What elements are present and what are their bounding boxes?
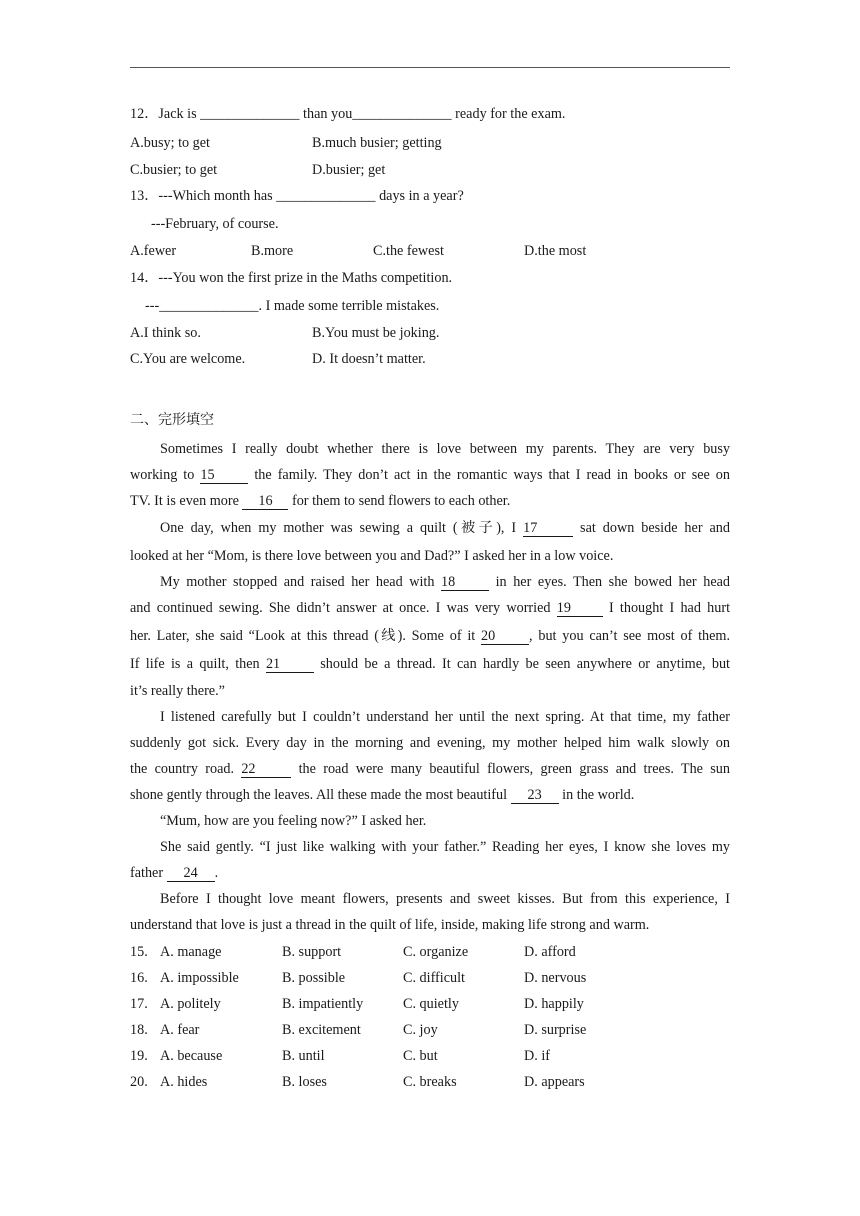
passage-line: If life is a quilt, then 21 should be a thread. It can hardly be seen anywhere or anytime, but: [130, 656, 730, 672]
question-12: 12．Jack is ______________ than you______________ ready for the exam.: [130, 106, 566, 122]
dialogue-reply: ---______________. I made some terrible mistakes.: [145, 298, 440, 314]
passage-line: understand that love is just a thread in the quilt of life, inside, making life strong and warm.: [130, 917, 650, 933]
passage-line: One day, when my mother was sewing a quilt (被子), I 17 sat down beside her and: [160, 520, 730, 536]
option-a: A.busy; to get: [130, 135, 210, 151]
option-a: A.fewer: [130, 243, 177, 259]
option-number: 19.: [130, 1048, 148, 1064]
option-a: A. hides: [160, 1074, 208, 1090]
option-number: 16.: [130, 970, 148, 986]
answer-blank: ______________: [276, 188, 376, 204]
option-c: C. difficult: [403, 970, 466, 986]
option-number: 20.: [130, 1074, 148, 1090]
option-c: C. but: [403, 1048, 438, 1064]
passage-line: My mother stopped and raised her head with 18 in her eyes. Then she bowed her head: [160, 574, 731, 590]
blank-20: 20: [481, 629, 529, 645]
blank-24: 24: [167, 866, 215, 882]
option-b: B. until: [282, 1048, 325, 1064]
option-d: D. afford: [524, 944, 576, 960]
passage-line: and continued sewing. She didn’t answer at once. I was very worried 19 I thought I had hurt: [130, 600, 731, 616]
blank-18: 18: [441, 575, 489, 591]
blank-17: 17: [523, 521, 573, 537]
blank-16: 16: [242, 494, 288, 510]
option-c: C. quietly: [403, 996, 459, 1012]
option-c: C. joy: [403, 1022, 438, 1038]
option-b: B. impatiently: [282, 996, 364, 1012]
option-d: D.the most: [524, 243, 587, 259]
answer-blank: ______________: [159, 298, 259, 314]
blank-15: 15: [200, 468, 248, 484]
passage-line: father 24 .: [130, 865, 219, 881]
option-c: C.You are welcome.: [130, 351, 246, 367]
option-number: 17.: [130, 996, 148, 1012]
passage-line: her. Later, she said “Look at this thread (线). Some of it 20 , but you can’t see most of them.: [130, 628, 730, 644]
option-b: B. excitement: [282, 1022, 361, 1038]
section-title: 二、完形填空: [130, 412, 214, 428]
option-number: 18.: [130, 1022, 148, 1038]
passage-line: “Mum, how are you feeling now?” I asked her.: [160, 813, 427, 829]
passage-line: looked at her “Mom, is there love between you and Dad?” I asked her in a low voice.: [130, 548, 614, 564]
option-a: A.I think so.: [130, 325, 201, 341]
option-b: B. loses: [282, 1074, 327, 1090]
option-a: A. politely: [160, 996, 221, 1012]
option-a: A. manage: [160, 944, 222, 960]
question-13: 13．---Which month has ______________ days in a year?: [130, 188, 464, 204]
passage-line: Sometimes I really doubt whether there is love between my parents. They are very busy: [160, 441, 730, 457]
blank-22: 22: [241, 762, 291, 778]
option-b: B.more: [251, 243, 294, 259]
option-a: A. because: [160, 1048, 223, 1064]
option-b: B.You must be joking.: [312, 325, 440, 341]
option-d: D. nervous: [524, 970, 587, 986]
passage-line: shone gently through the leaves. All these made the most beautiful 23 in the world.: [130, 787, 635, 803]
passage-line: She said gently. “I just like walking with your father.” Reading her eyes, I know she loves my: [160, 839, 730, 855]
option-d: D.busier; get: [312, 162, 386, 178]
question-14: 14．---You won the first prize in the Maths competition.: [130, 270, 453, 286]
passage-line: the country road. 22 the road were many beautiful flowers, green grass and trees. The sun: [130, 761, 730, 777]
option-c: C. organize: [403, 944, 469, 960]
blank-21: 21: [266, 657, 314, 673]
passage-line: TV. It is even more 16 for them to send flowers to each other.: [130, 493, 511, 509]
option-d: D. appears: [524, 1074, 585, 1090]
dialogue-reply: ---February, of course.: [151, 216, 279, 232]
option-number: 15.: [130, 944, 148, 960]
option-d: D. if: [524, 1048, 551, 1064]
question-number: 13．: [130, 188, 159, 204]
option-d: D. surprise: [524, 1022, 587, 1038]
option-c: C. breaks: [403, 1074, 457, 1090]
option-a: A. fear: [160, 1022, 200, 1038]
blank-23: 23: [511, 788, 559, 804]
option-c: C.busier; to get: [130, 162, 218, 178]
question-number: 12．: [130, 106, 159, 122]
blank-19: 19: [557, 601, 603, 617]
option-b: B. possible: [282, 970, 346, 986]
passage-line: working to 15 the family. They don’t act in the romantic ways that I read in books or see on: [130, 467, 730, 483]
answer-blank: ______________: [352, 106, 452, 122]
option-c: C.the fewest: [373, 243, 444, 259]
option-d: D. happily: [524, 996, 584, 1012]
header-rule: [130, 67, 730, 68]
option-a: A. impossible: [160, 970, 239, 986]
option-d: D. It doesn’t matter.: [312, 351, 426, 367]
question-number: 14．: [130, 270, 159, 286]
passage-line: I listened carefully but I couldn’t understand her until the next spring. At that time, my father: [160, 709, 730, 725]
option-b: B.much busier; getting: [312, 135, 442, 151]
passage-line: suddenly got sick. Every day in the morning and evening, my mother helped him walk slowly on: [130, 735, 730, 751]
answer-blank: ______________: [200, 106, 300, 122]
passage-line: Before I thought love meant flowers, presents and sweet kisses. But from this experience, I: [160, 891, 730, 907]
passage-line: it’s really there.”: [130, 683, 225, 699]
option-b: B. support: [282, 944, 342, 960]
